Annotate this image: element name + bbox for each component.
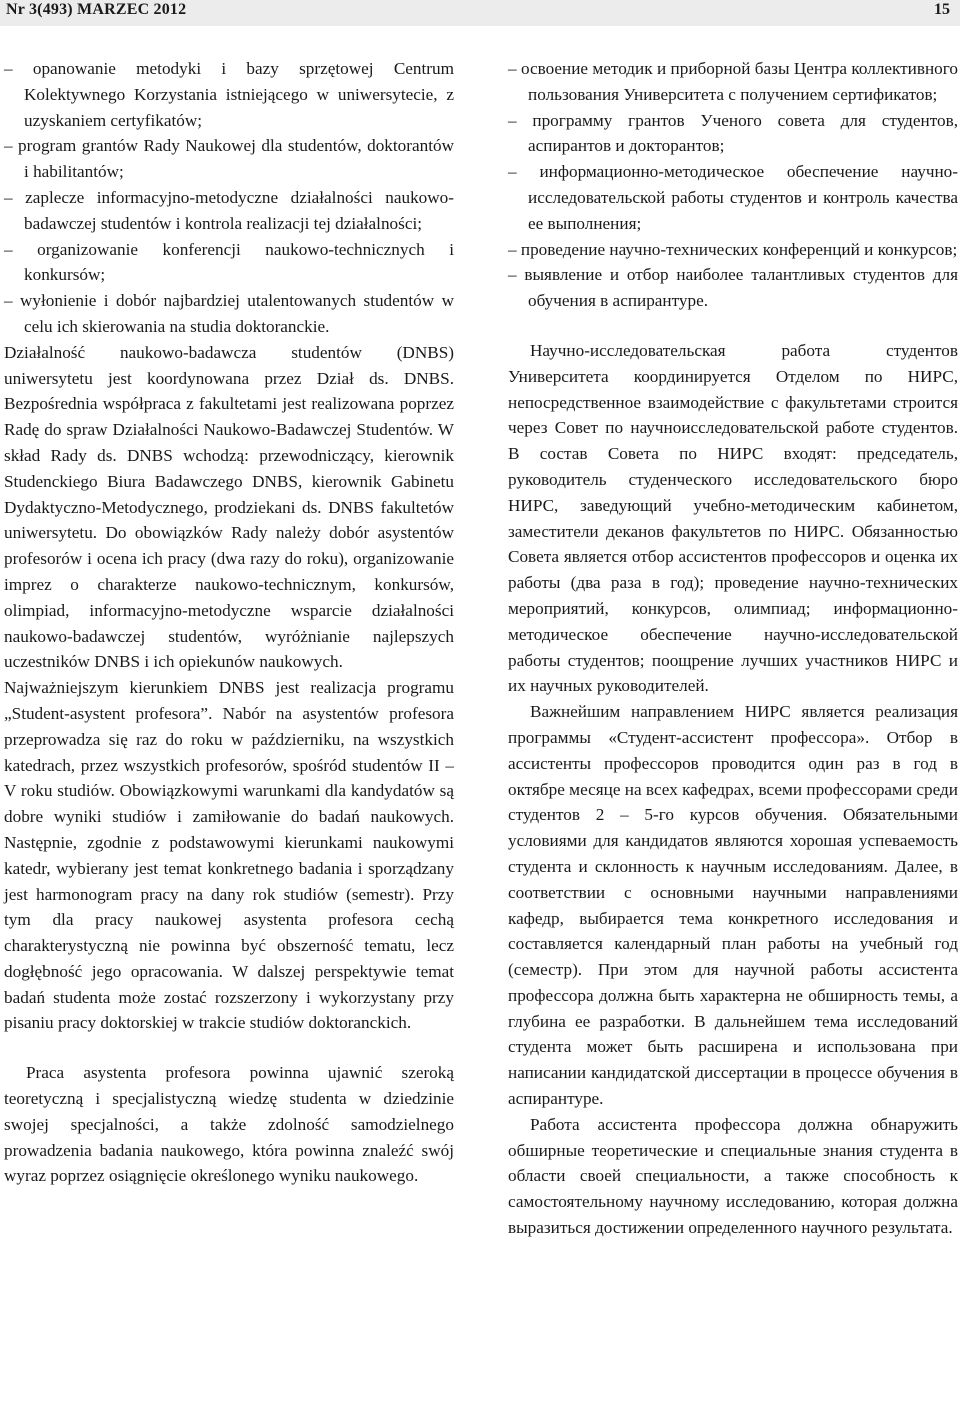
- russian-list-item: – проведение научно-технических конференций и конкурсов;: [508, 239, 958, 259]
- polish-list-item: – zaplecze informacyjno-metodyczne działalności naukowo-badawczej studentów i kontrola realizacji tej działalności;: [4, 187, 454, 233]
- russian-column: [508, 56, 958, 1241]
- polish-list-item: – program grantów Rady Naukowej dla studentów, doktorantów i habilitantów;: [4, 136, 454, 182]
- polish-column: [4, 56, 454, 1189]
- page-number: 15: [934, 1, 950, 18]
- russian-paragraph-1: Научно-исследовательская работа студентов Университета координируется Отделом по НИРС, непосредственное взаимодействие с факультетами строится через Совет по научноисследовательской работе студентов. В состав Совета по НИРС входят: председатель, руководитель студенческого исследовательского бюро НИРС, заведующий учебно-методическим кабинетом, заместители деканов факультетов по НИРС. Обязанностью Совета является отбор ассистентов профессоров и оценка их работы (два раза в год); проведение научно-технических мероприятий, конкурсов, олимпиад; информационно-методическое обеспечение научно-исследовательской работы студентов; поощрение лучших участников НИРС и их научных руководителей.: [508, 340, 958, 696]
- polish-paragraph-3: Praca asystenta profesora powinna ujawnić szeroką teoretyczną i specjalistyczną wiedzę studenta w dziedzinie swojej specjalności, a także zdolność samodzielnego prowadzenia badania naukowego, która powinna znaleźć swój wyraz poprzez osiągnięcie określonego wyniku naukowego.: [4, 1063, 454, 1186]
- polish-list-item: – wyłonienie i dobór najbardziej utalentowanych studentów w celu ich skierowania na studia doktoranckie.: [4, 291, 454, 336]
- polish-paragraph-2: Najważniejszym kierunkiem DNBS jest realizacja programu „Student-asystent profesora”. Nabór na asystentów profesora przeprowadza się raz do roku w październiku, na wszystkich katedrach, przez wszystkich profesorów, spośród studentów II – V roku studiów. Obowiązkowymi warunkami dla kandydatów są dobre wyniki studiów i zamiłowanie do badań naukowych. Następnie, zgodnie z podstawowymi kierunkami naukowymi katedr, wybierany jest temat konkretnego badania i sporządzany jest harmonogram pracy na dany rok studiów (semestr). Przy tym dla pracy naukowej asystenta profesora cechą charakterystyczną nie powinna być obszerność tematu, lecz dogłębność jego opracowania. W dalszej perspektywie temat badań studenta może zostać rozszerzony i wykorzystany przy pisaniu pracy doktorskiej w trakcie studiów doktoranckich.: [4, 678, 454, 1033]
- russian-list-item: – информационно-методическое обеспечение научно-исследовательской работы студентов и контроль качества ее выполнения;: [508, 162, 958, 233]
- polish-list-item: – organizowanie konferencji naukowo-technicznych i konkursów;: [4, 239, 454, 285]
- russian-list-item: – освоение методик и приборной базы Центра коллективного пользования Университета с получением сертификатов;: [508, 59, 958, 104]
- issue-label: Nr 3(493) MARZEC 2012: [6, 1, 187, 18]
- page-header: [0, 0, 960, 26]
- russian-list-item: – программу грантов Ученого совета для студентов, аспирантов и докторантов;: [508, 110, 958, 156]
- russian-list-item: – выявление и отбор наиболее талантливых студентов для обучения в аспирантуре.: [508, 265, 958, 311]
- polish-list-item: – opanowanie metodyki i bazy sprzętowej Centrum Kolektywnego Korzystania istniejącego w uniwersytecie, z uzyskaniem certyfikatów;: [4, 59, 454, 130]
- russian-paragraph-2: Важнейшим направлением НИРС является реализация программы «Студент-ассистент профессора». Отбор в ассистенты профессоров проводится один раз в год в октябре месяце на всех кафедрах, всеми профессорами среди студентов 2 – 5-го курсов обучения. Обязательными условиями для кандидатов являются хорошая успеваемость студента и склонность к научным исследованиям. Далее, в соответствии с основными научными направлениями кафедр, выбирается тема конкретного исследования и составляется календарный план работы на учебный год (семестр). При этом для научной работы ассистента профессора должна быть характерна не обширность темы, а глубина ее разработки. В дальнейшем тема исследований студента может быть расширена и использована при написании кандидатской диссертации в процессе обучения в аспирантуре.: [508, 702, 958, 1109]
- polish-paragraph-1: Działalność naukowo-badawcza studentów (DNBS) uniwersytetu jest koordynowana przez Dział ds. DNBS. Bezpośrednia współpraca z fakultetami jest realizowana poprzez Radę do spraw Działalności Naukowo-Badawczej Studentów. W skład Rady ds. DNBS wchodzą: przewodniczący, kierownik Studenckiego Biura Badawczego DNBS, kierownik Gabinetu Dydaktyczno-Metodycznego, prodziekani ds. DNBS fakultetów uniwersytetu. Do obowiązków Rady należy dobór asystentów profesorów i ocena ich pracy (dwa razy do roku), organizowanie imprez o charakterze naukowo-technicznym, konkursów, olimpiad, informacyjno-metodyczne wsparcie działalności naukowo-badawczej studentów, wyróżnianie najlepszych uczestników DNBS i ich opiekunów naukowych.: [4, 342, 454, 672]
- russian-paragraph-3: Работа ассистента профессора должна обнаружить обширные теоретические и специальные знания студента в области своей специальности, а также способность к самостоятельному научному исследованию, которая должна выразиться достижении определенного научного результата.: [508, 1114, 958, 1238]
